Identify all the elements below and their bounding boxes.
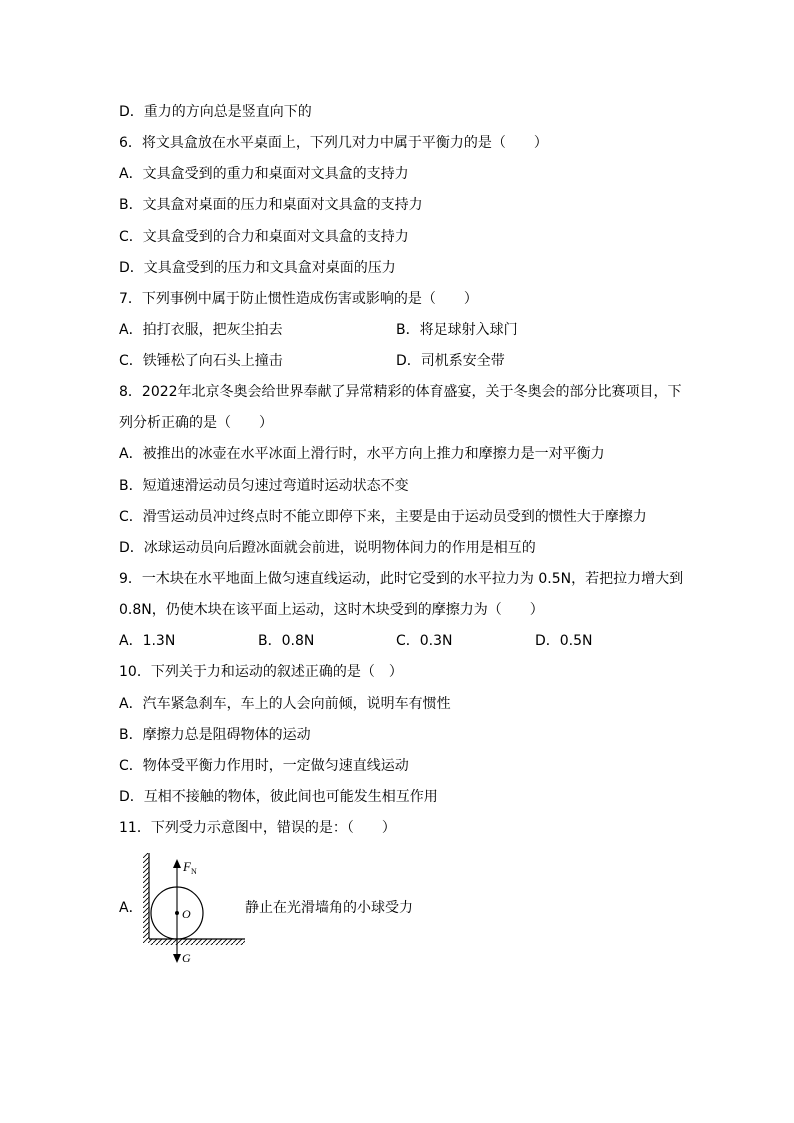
q6-option-d: D．文具盒受到的压力和文具盒对桌面的压力: [119, 260, 396, 276]
q8-option-a: A．被推出的冰壶在水平冰面上滑行时，水平方向上推力和摩擦力是一对平衡力: [119, 446, 605, 462]
q10-stem: 10．下列关于力和运动的叙述正确的是（ ）: [119, 664, 403, 680]
q7-option-c: C．铁锤松了向石头上撞击: [119, 353, 283, 369]
q10-option-c: C．物体受平衡力作用时，一定做匀速直线运动: [119, 758, 409, 774]
q7-option-d: D．司机系安全带: [396, 353, 505, 369]
q7-option-a: A．拍打衣服，把灰尘拍去: [119, 322, 283, 338]
q8-option-d: D．冰球运动员向后蹬冰面就会前进，说明物体间力的作用是相互的: [119, 540, 536, 556]
force-fn-label: $F_N$: [183, 859, 197, 876]
q6-option-b: B．文具盒对桌面的压力和桌面对文具盒的支持力: [119, 197, 423, 213]
q11-option-a-figure: [119, 848, 439, 968]
arrow-up-icon: [173, 859, 181, 868]
arrow-down-icon: [173, 954, 181, 963]
q10-option-b: B．摩擦力总是阻碍物体的运动: [119, 727, 311, 743]
q6-stem: 6．将文具盒放在水平桌面上，下列几对力中属于平衡力的是（ ）: [119, 135, 548, 151]
q6-option-c: C．文具盒受到的合力和桌面对文具盒的支持力: [119, 229, 409, 245]
q7-stem: 7．下列事例中属于防止惯性造成伤害或影响的是（ ）: [119, 291, 478, 307]
floor-hatch: [149, 939, 245, 945]
q8-stem-line1: 8．2022年北京冬奥会给世界奉献了异常精彩的体育盛宴，关于冬奥会的部分比赛项目，下: [119, 384, 682, 400]
q7-option-b: B．将足球射入球门: [396, 322, 518, 338]
q9-option-b: B．0.8N: [258, 633, 315, 649]
q11-option-a-label: A．: [119, 900, 143, 916]
q9-option-d: D．0.5N: [535, 633, 593, 649]
q9-option-c: C．0.3N: [396, 633, 453, 649]
q9-stem-line1: 9．一木块在水平地面上做匀速直线运动，此时它受到的水平拉力为 0.5N，若把拉力增大到: [119, 571, 684, 587]
q11-option-a-caption: 静止在光滑墙角的小球受力: [245, 900, 413, 916]
q6-option-a: A．文具盒受到的重力和桌面对文具盒的支持力: [119, 166, 409, 182]
center-o-label: O: [182, 907, 191, 921]
q10-option-a: A．汽车紧急刹车，车上的人会向前倾，说明车有惯性: [119, 696, 451, 712]
q8-option-b: B．短道速滑运动员匀速过弯道时运动状态不变: [119, 478, 409, 494]
q9-stem-line2: 0.8N，仍使木块在该平面上运动，这时木块受到的摩擦力为（ ）: [119, 602, 544, 618]
wall-hatch: [143, 853, 149, 943]
q9-option-a: A．1.3N: [119, 633, 176, 649]
q11-stem: 11．下列受力示意图中，错误的是：（ ）: [119, 820, 396, 836]
q5-option-d: D．重力的方向总是竖直向下的: [119, 104, 312, 120]
force-g-label: G: [182, 951, 191, 965]
q8-option-c: C．滑雪运动员冲过终点时不能立即停下来，主要是由于运动员受到的惯性大于摩擦力: [119, 509, 647, 525]
q10-option-d: D．互相不接触的物体，彼此间也可能发生相互作用: [119, 789, 438, 805]
q8-stem-line2: 列分析正确的是（ ）: [119, 415, 273, 431]
